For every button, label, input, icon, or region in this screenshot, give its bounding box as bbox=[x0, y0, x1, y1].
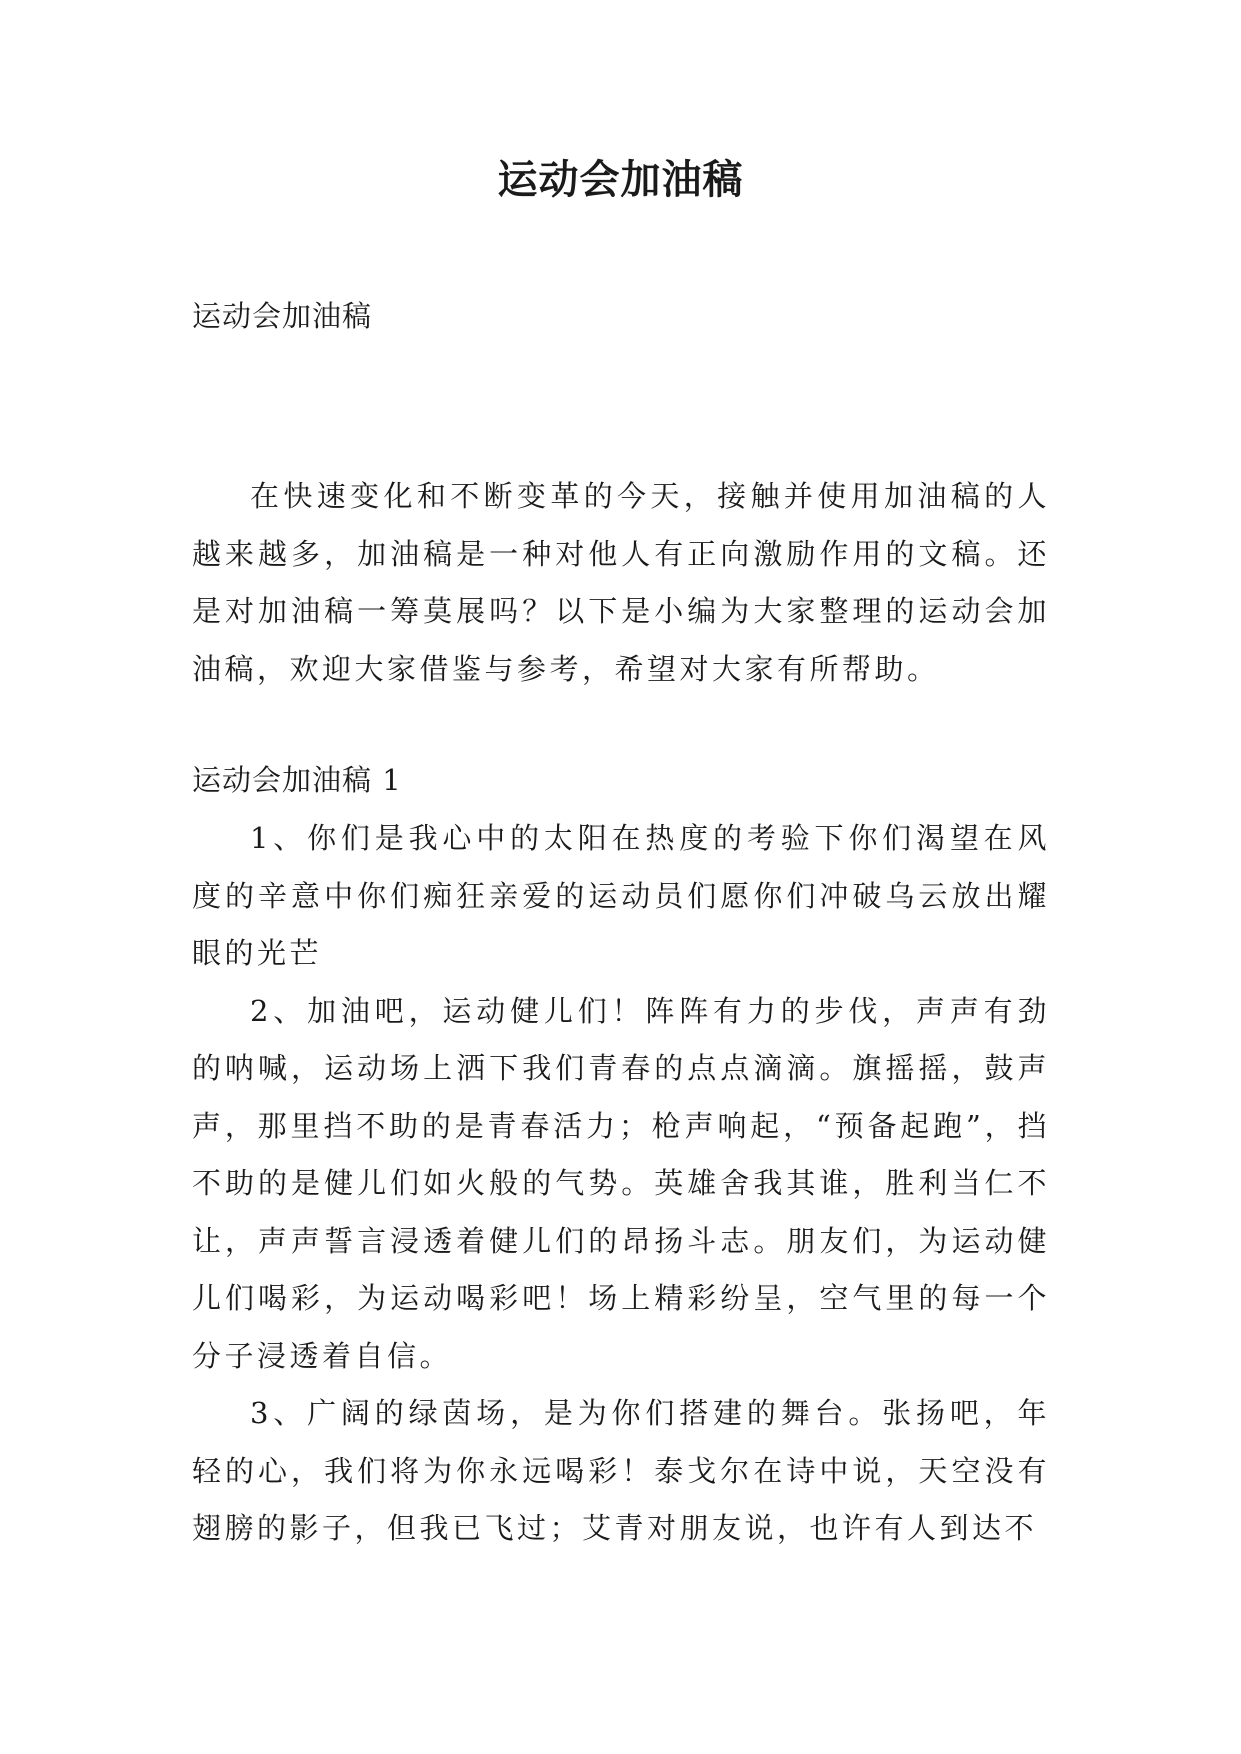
intro-block bbox=[192, 468, 1050, 698]
document-subtitle: 运动会加油稿 bbox=[192, 299, 373, 333]
items-block bbox=[192, 810, 1050, 1558]
list-item: 3、广阔的绿茵场，是为你们搭建的舞台。张扬吧，年轻的心，我们将为你永远喝彩！泰戈尔在诗中说，天空没有翅膀的影子，但我已飞过；艾青对朋友说，也许有人到达不 bbox=[192, 1396, 1050, 1545]
list-item: 1、你们是我心中的太阳在热度的考验下你们渴望在风度的辛意中你们痴狂亲爱的运动员们愿你们冲破乌云放出耀眼的光芒 bbox=[192, 821, 1050, 970]
intro-paragraph: 在快速变化和不断变革的今天，接触并使用加油稿的人越来越多，加油稿是一种对他人有正向激励作用的文稿。还是对加油稿一筹莫展吗？以下是小编为大家整理的运动会加油稿，欢迎大家借鉴与参考，希望对大家有所帮助。 bbox=[192, 479, 1050, 686]
section-heading: 运动会加油稿 1 bbox=[192, 763, 402, 797]
document-title: 运动会加油稿 bbox=[497, 157, 744, 203]
list-item: 2、加油吧，运动健儿们！阵阵有力的步伐，声声有劲的呐喊，运动场上洒下我们青春的点点滴滴。旗摇摇，鼓声声，那里挡不助的是青春活力；枪声响起，“预备起跑”，挡不助的是健儿们如火般的气势。英雄舍我其谁，胜利当仁不让，声声誓言浸透着健儿们的昂扬斗志。朋友们，为运动健儿们喝彩，为运动喝彩吧！场上精彩纷呈，空气里的每一个分子浸透着自信。 bbox=[192, 993, 1050, 1373]
